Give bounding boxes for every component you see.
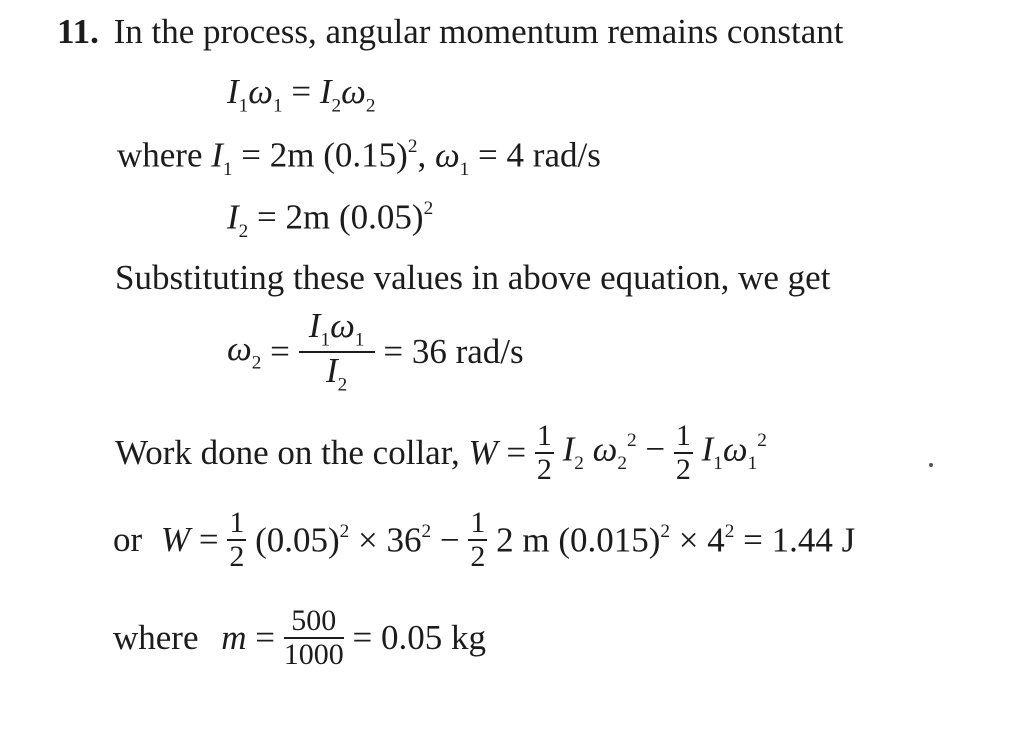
problem-intro: In the process, angular momentum remains constant bbox=[113, 12, 844, 51]
mass-fraction: $\frac{500}{1000}$ bbox=[283, 604, 344, 671]
work-equation: Work done on the collar, W = $\frac{1}{2}$ $I_2$ $\omega_2^2$ − $\frac{1}{2}$ $I_1\omega_1^2$ bbox=[115, 419, 767, 486]
scan-speck bbox=[929, 463, 933, 467]
omega2-equation: $\omega_2$ = $\frac{I_1\omega_1}{I_2}$ = 36 rad/s bbox=[227, 306, 524, 396]
substituting-text: Substituting these values in above equation, we get bbox=[115, 258, 831, 297]
problem-number: 11. bbox=[57, 12, 99, 51]
where-i1-line: where $I_1 = 2m$ $(0.15)^2$, $\omega_1 = 4$ rad/s bbox=[117, 135, 601, 181]
conservation-equation: $I_1\omega_1 = I_2\omega_2$ bbox=[227, 72, 376, 117]
omega2-fraction: $\frac{I_1\omega_1}{I_2}$ bbox=[299, 308, 375, 396]
work-numeric-line: or W = $\frac{1}{2}$ $(0.05)^2 \times 36^2$ − $\frac{1}{2}$ 2 m $(0.015)^2 \times 4^2 = 1.44$ J bbox=[113, 506, 856, 573]
mass-line: where m = $\frac{500}{1000}$ = 0.05 kg bbox=[113, 604, 487, 671]
problem-heading bbox=[57, 14, 844, 49]
i2-definition: $I_2 = 2m$ $(0.05)^2$ bbox=[227, 197, 434, 243]
